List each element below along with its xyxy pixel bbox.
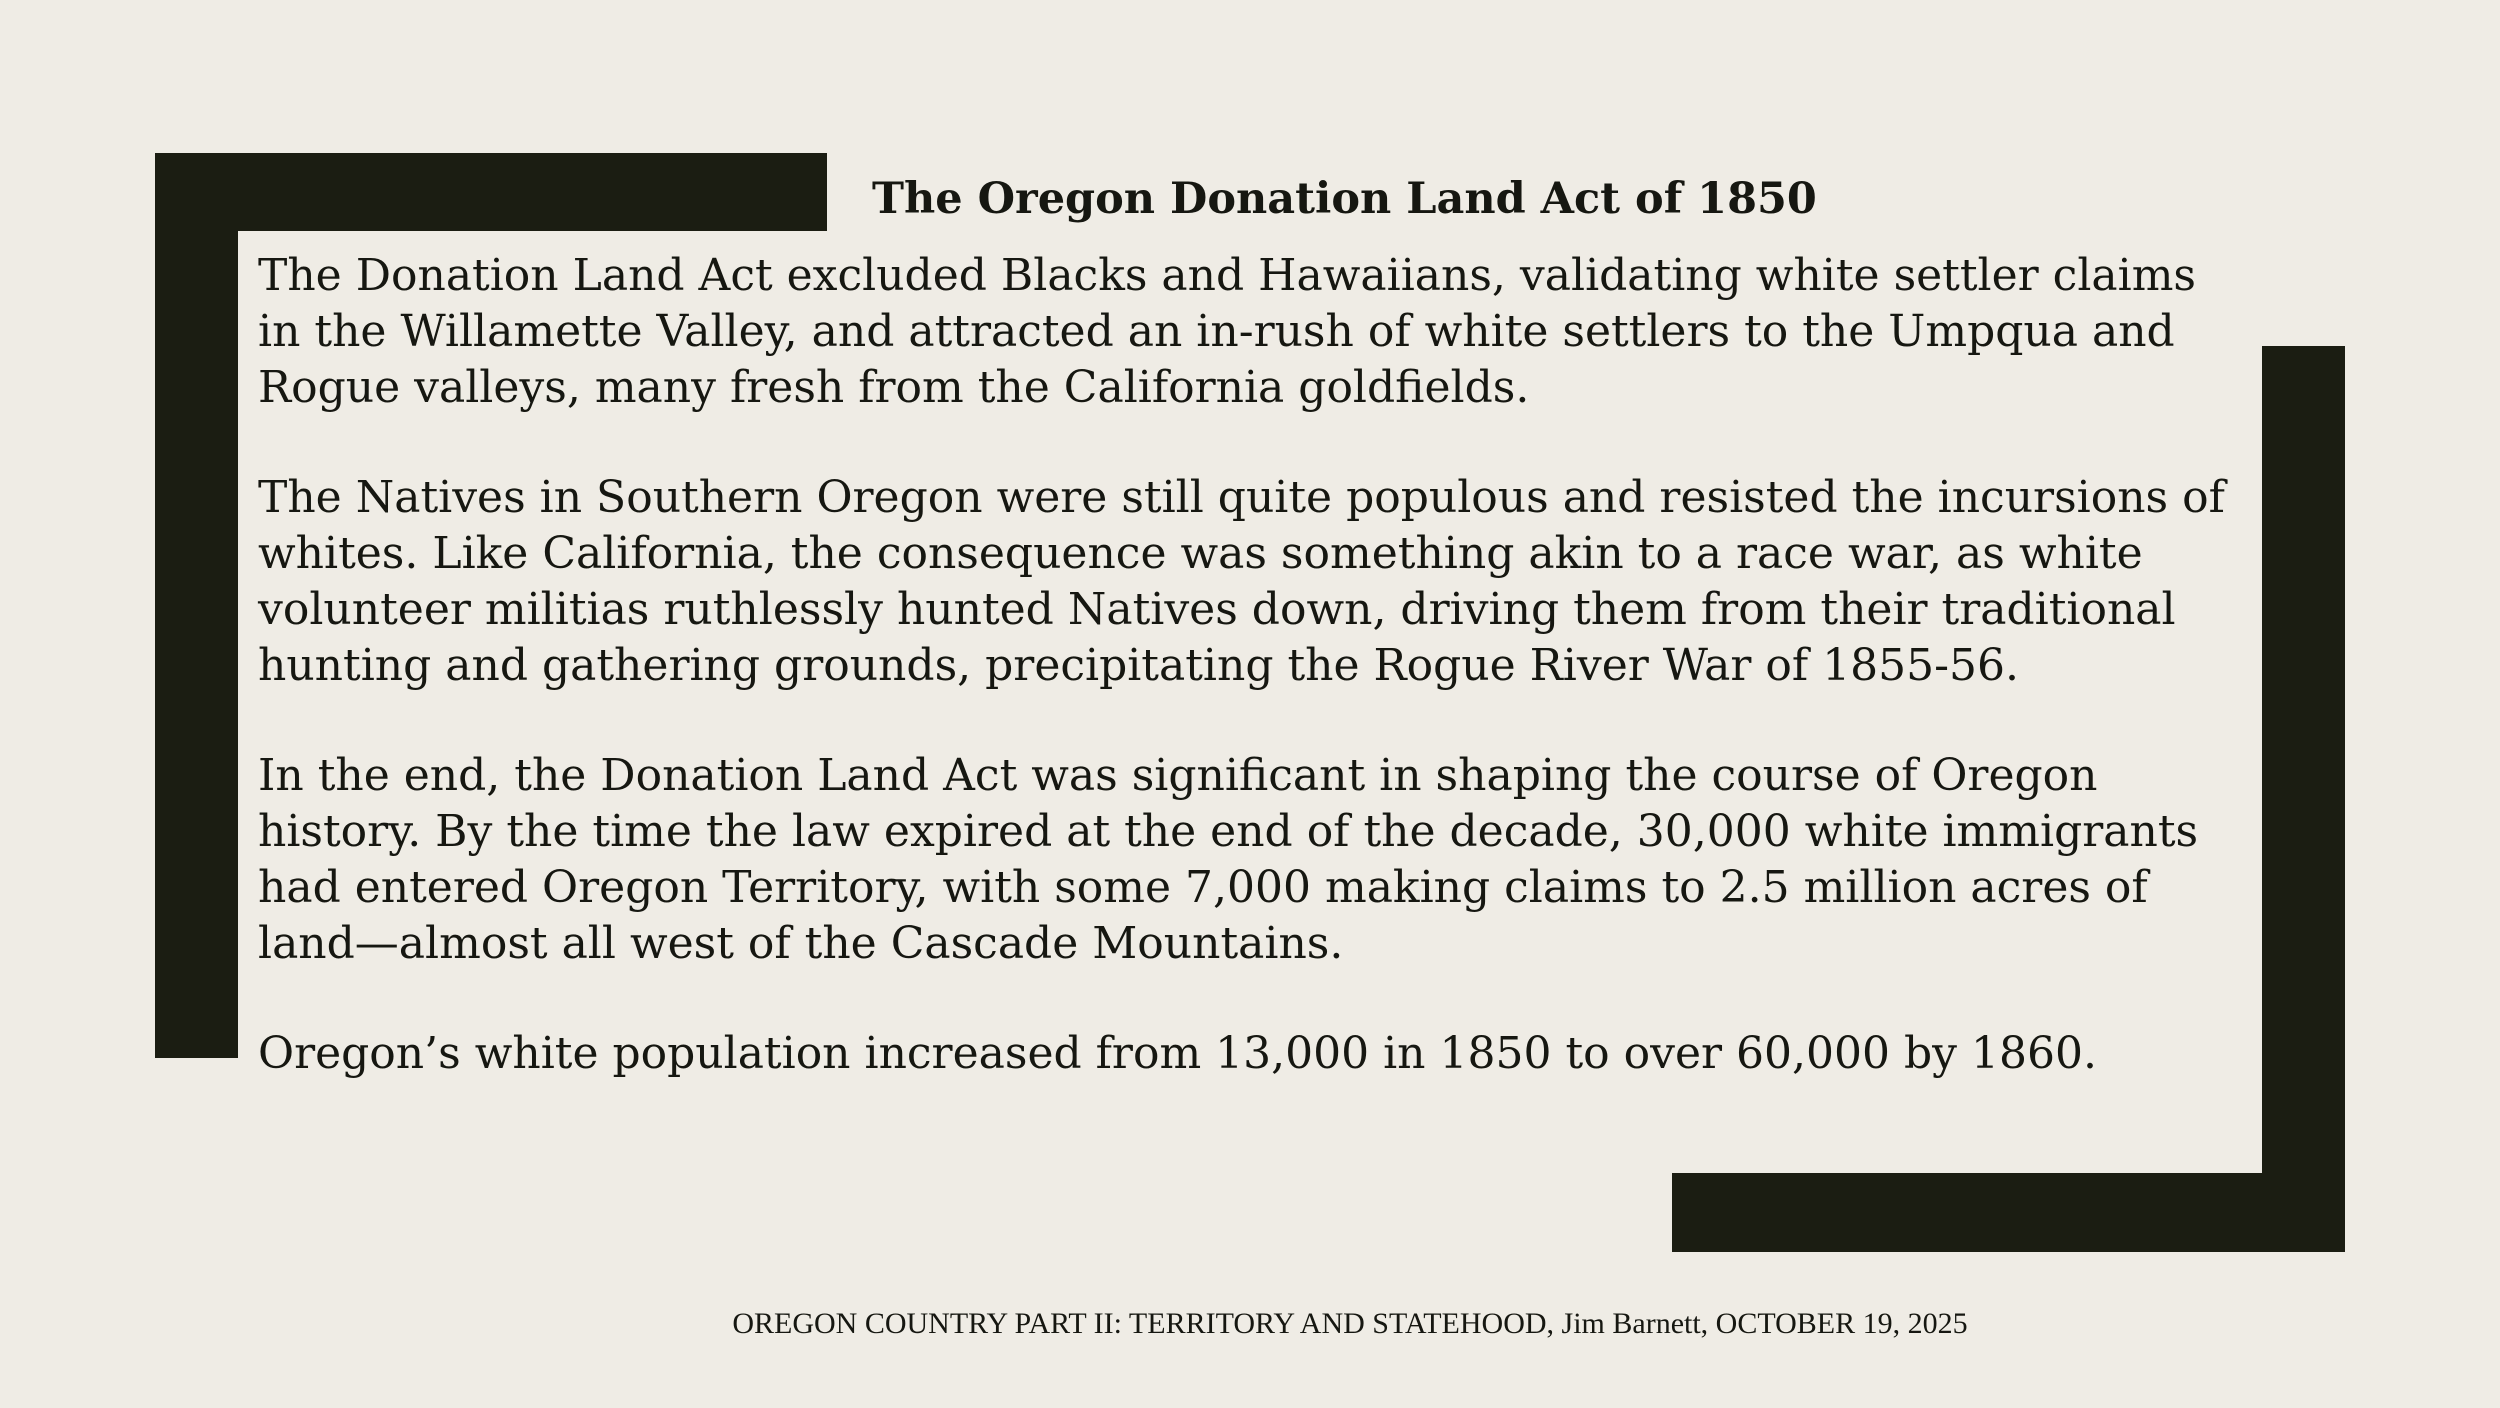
body-paragraph: Oregon’s white population increased from 13,000 in 1850 to over 60,000 by 1860. xyxy=(258,1028,2097,1079)
decorative-bracket-top-left-horizontal xyxy=(155,153,827,231)
body-paragraph: The Natives in Southern Oregon were still quite populous and resisted the incursions of whites. Like California, the consequence was something akin to a race war, as white volunteer militias ruthlessly hunted Natives down, driving them from their traditional hunting and gathering grounds, precipitating the Rogue River War of 1855-56. xyxy=(258,472,2225,691)
body-paragraph: The Donation Land Act excluded Blacks and Hawaiians, validating white settler claims in the Willamette Valley, and attracted an in-rush of white settlers to the Umpqua and Rogue valleys, many fresh from the California goldfields. xyxy=(258,250,2196,413)
decorative-bracket-bottom-right-horizontal xyxy=(1672,1173,2345,1252)
decorative-bracket-top-left-vertical xyxy=(155,153,238,1058)
slide-title: The Oregon Donation Land Act of 1850 xyxy=(872,174,1817,224)
slide-footer: OREGON COUNTRY PART II: TERRITORY AND STATEHOOD, Jim Barnett, OCTOBER 19, 2025 xyxy=(732,1307,1968,1340)
slide-body xyxy=(258,248,2248,1082)
body-paragraph: In the end, the Donation Land Act was significant in shaping the course of Oregon history. By the time the law expired at the end of the decade, 30,000 white immigrants had entered Oregon Territory, with some 7,000 making claims to 2.5 million acres of land—almost all west of the Cascade Mountains. xyxy=(258,750,2199,969)
decorative-bracket-bottom-right-vertical xyxy=(2262,346,2345,1252)
